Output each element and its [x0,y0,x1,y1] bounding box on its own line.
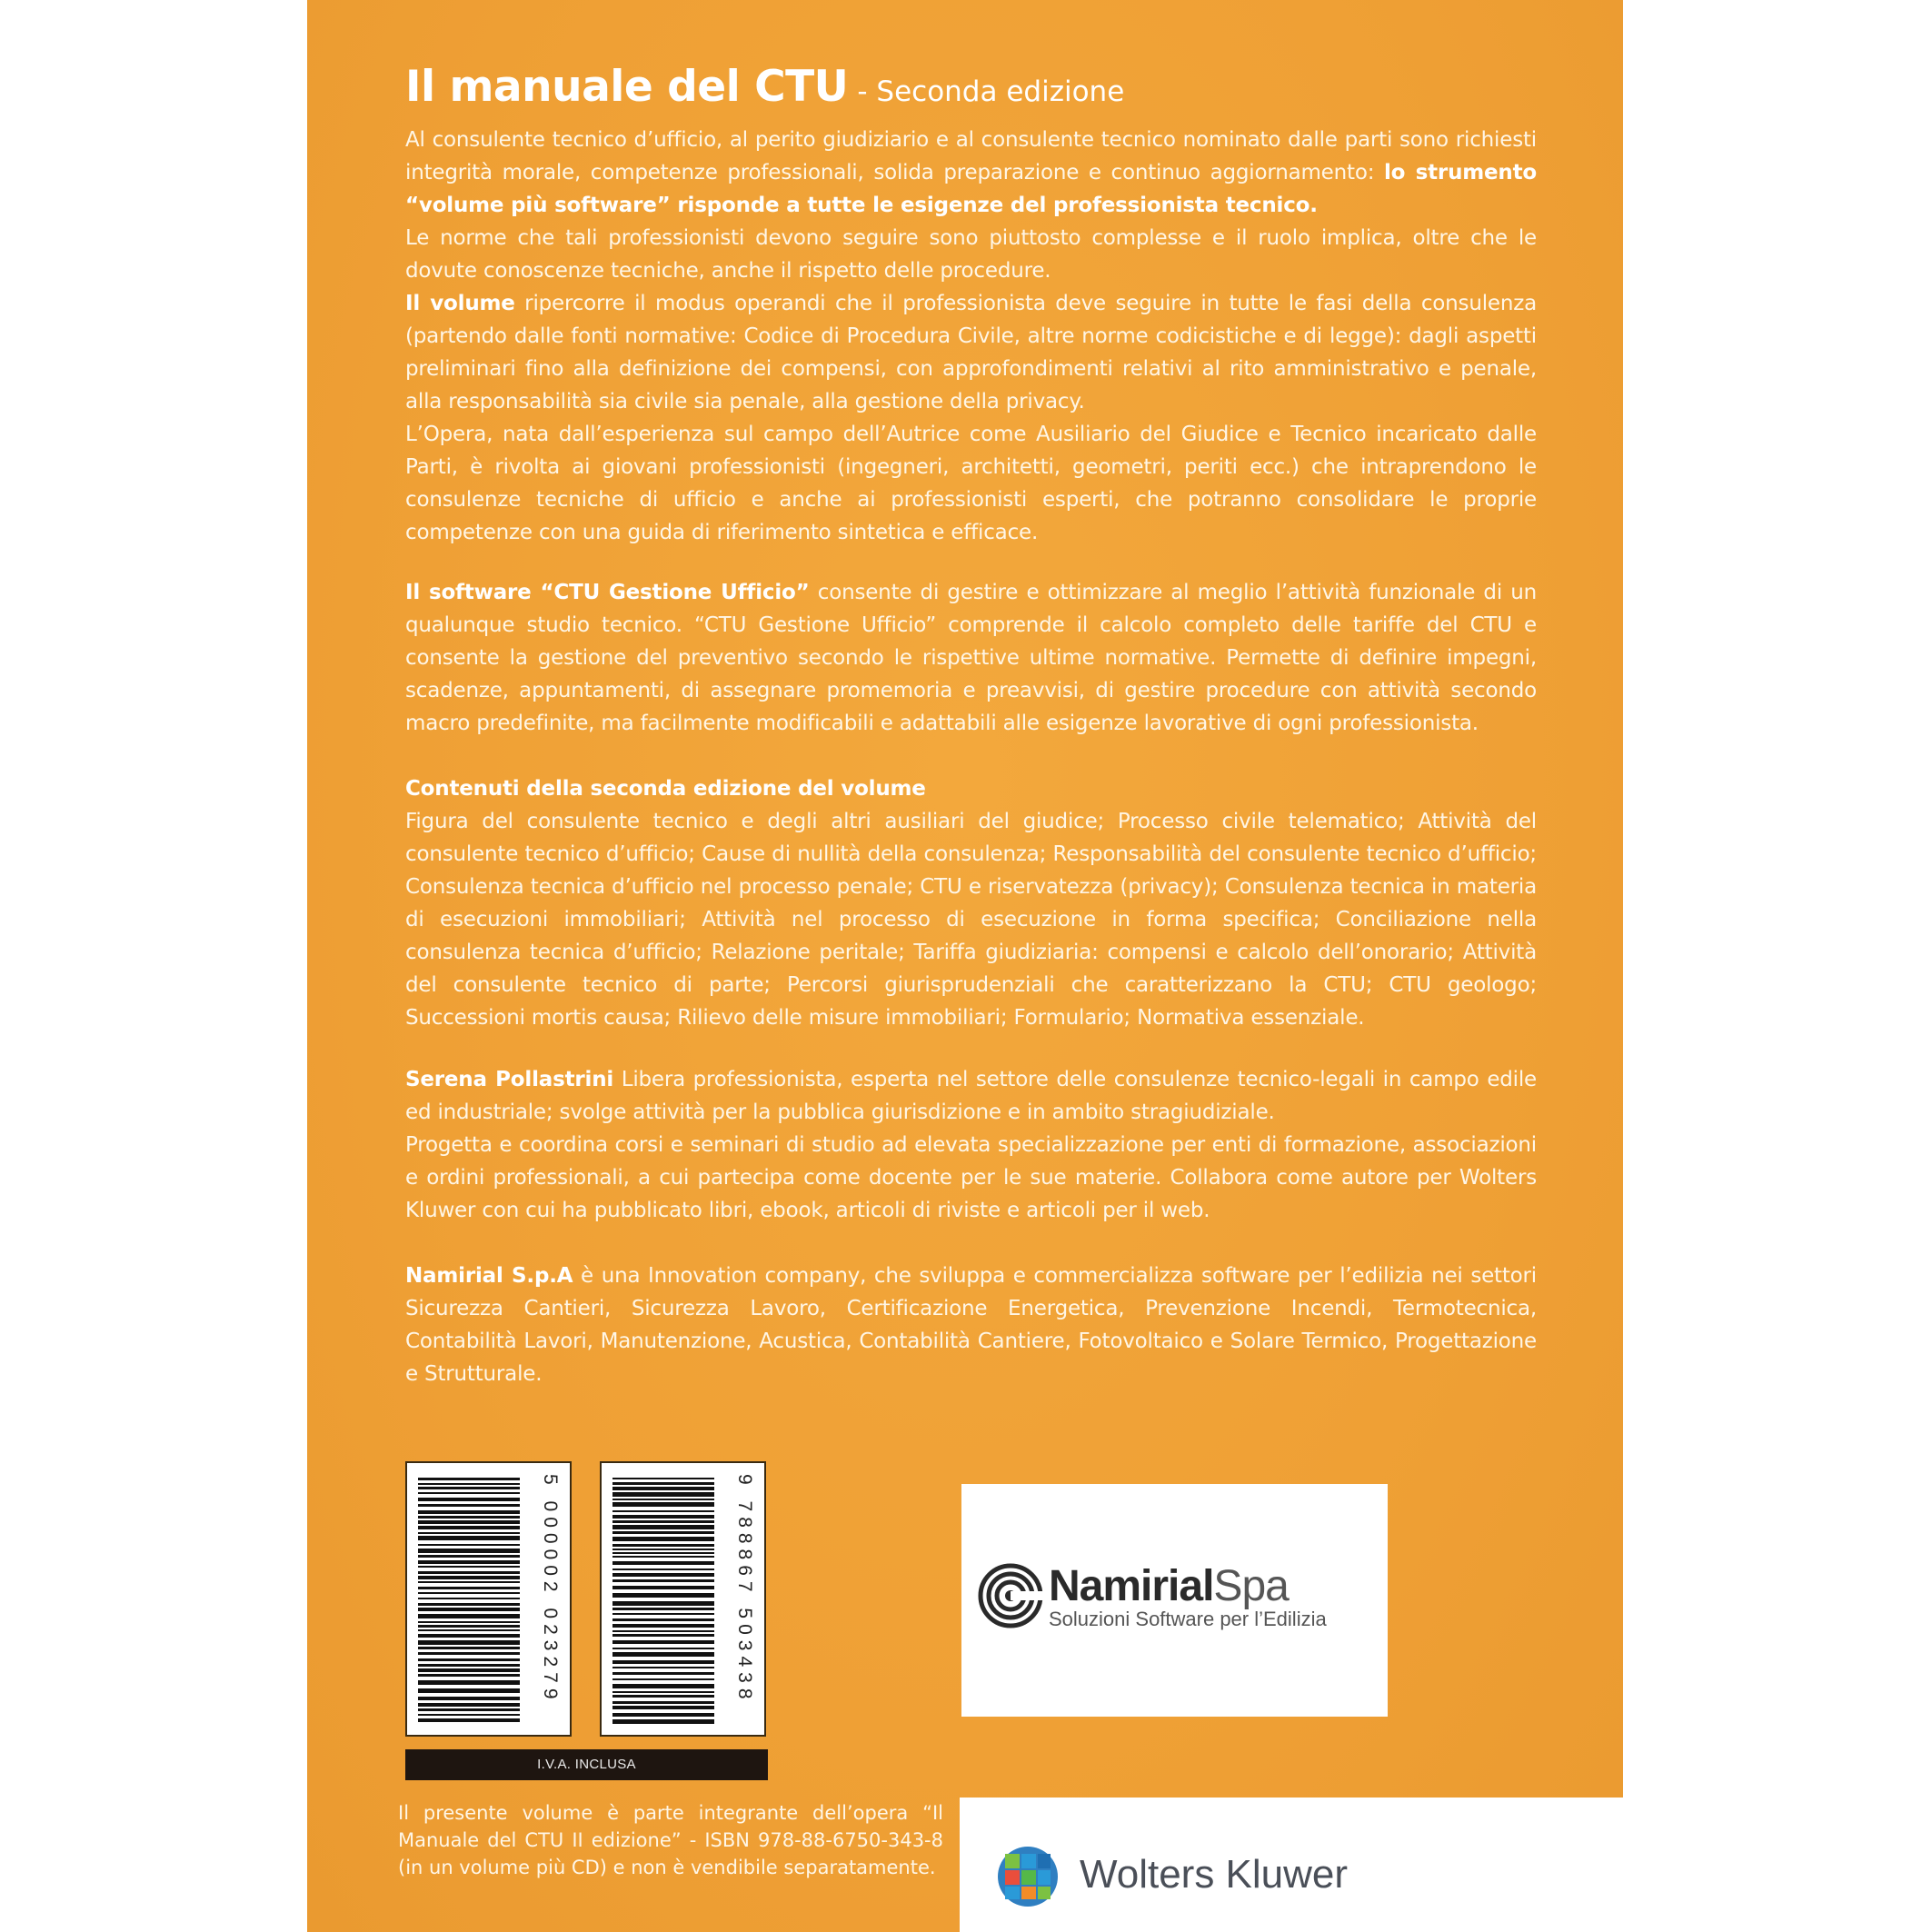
author-name: Serena Pollastrini [405,1068,614,1091]
namirial-tagline: Soluzioni Software per l’Edilizia [1049,1608,1327,1630]
contents-section [405,772,1537,1034]
barcode-right-digits: 9 788867 503438 [734,1474,755,1705]
author-bio: Progetta e coordina corsi e seminari di studio ad elevata specializzazione per enti di formazione, associazioni e ordini professionali, a cui partecipa come docente per le sue materie. Collabora come autore per Wolters Kluwer con cui ha pubblicato libri, ebook, articoli di riviste e articoli per il web. [405,1133,1537,1222]
isbn-note: Il presente volume è parte integrante dell’opera “Il Manuale del CTU II edizione” - ISBN 978-88-6750-343-8 (in un volume più CD) e non è vendibile separatamente. [398,1802,943,1878]
wolters-kluwer-globe-icon [996,1845,1060,1908]
contents-list: Figura del consulente tecnico e degli altri ausiliari del giudice; Processo civile telematico; Attività del consulente tecnico d’ufficio; Cause di nullità della consulenza; Responsabilità del consulente tecnico d’ufficio; Consulenza tecnica d’ufficio nel processo penale; CTU e riservatezza (privacy); Consulenza tecnica in materia di esecuzioni immobiliari; Attività nel processo di esecuzione in forma specifica; Conciliazione nella consulenza tecnica d’ufficio; Relazione peritale; Tariffa giudiziaria: compensi e calcolo dell’onorario; Attività del consulente tecnico di parte; Percorsi giurisprudenziali che caratterizzano la CTU; CTU geologo; Successioni mortis causa; Rilievo delle misure immobiliari; Formulario; Normativa essenziale. [405,810,1537,1030]
namirial-spiral-icon [978,1563,1043,1628]
software-name: Il software “CTU Gestione Ufficio” [405,581,810,604]
barcode-left [405,1461,572,1737]
title-subtitle: - Seconda edizione [857,75,1125,108]
namirial-section: Namirial S.p.A è una Innovation company, che sviluppa e commercializza software per l’edilizia nei settori Sicurezza Cantieri, Sicurezza Lavoro, Certificazione Energetica, Prevenzione Incendi, Termotecnica, Contabilità Lavori, Manutenzione, Acustica, Contabilità Cantiere, Fotovoltaico e Solare Termico, Progettazione e Strutturale. [405,1264,1538,1386]
software-section: Il software “CTU Gestione Ufficio” consente di gestire e ottimizzare al meglio l’attività funzionale di un qualunque studio tecnico. “CTU Gestione Ufficio” comprende il calcolo completo delle tariffe del CTU e consente la gestione del preventivo secondo le rispettive ultime normative. Permette di definire impegni, scadenze, appuntamenti, di assegnare promemoria e preavvisi, di gestire procedure con attività secondo macro predefinite, ma facilmente modificabili e adattabili alle esigenze lavorative di ogni professionista. [405,581,1537,735]
author-section: Serena Pollastrini Libera professionista, esperta nel settore delle consulenze tecnico-legali in campo edile ed industriale; svolge attività per la pubblica giurisdizione e in ambito stragiudiziale. Progetta e coordina corsi e seminari di studio ad elevata specializzazione per enti di formazione, associazioni e ordini professionali, a cui partecipa come docente per le sue materie. Collabora come autore per Wolters Kluwer con cui ha pubblicato libri, ebook, articoli di riviste e articoli per il web. [405,1063,1537,1227]
title-main: Il manuale del CTU [405,62,849,112]
intro-paragraph-2: Le norme che tali professionisti devono seguire sono piuttosto complesse e il ruolo implica, oltre che le dovute conoscenze tecniche, anche il rispetto delle procedure. [405,226,1537,283]
price-label: I.V.A. INCLUSA [405,1749,768,1780]
barcode-right [600,1461,766,1737]
back-cover [307,0,1623,1932]
contents-heading: Contenuti della seconda edizione del volume [405,777,926,801]
intro-paragraph-4: L’Opera, nata dall’esperienza sul campo dell’Autrice come Ausiliario del Giudice e Tecnico incaricato dalle Parti, è rivolta ai giovani professionisti (ingegneri, architetti, geometri, periti ecc.) che intraprendono le consulenze tecniche di ufficio e anche ai professionisti esperti, che potranno consolidare le proprie competenze con una guida di riferimento sintetica e efficace. [405,423,1537,544]
intro-highlight: lo strumento “volume più software” risponde a tutte le esigenze del professionista tecnico. [405,161,1537,217]
intro-paragraph-1: Al consulente tecnico d’ufficio, al perito giudiziario e al consulente tecnico nominato dalle parti sono richiesti integrità morale, competenze professionali, solida preparazione e continuo aggiornamento: lo strumento “volume più software” risponde a tutte le esigenze del professionista tecnico. [405,128,1537,217]
intro-section [405,124,1537,549]
intro-paragraph-3: Il volume ripercorre il modus operandi che il professionista deve seguire in tutte le fasi della consulenza (partendo dalle fonti normative: Codice di Procedura Civile, altre norme codicistiche e di legge): dagli aspetti preliminari fino alla definizione dei compensi, con approfondimenti relativi al rito amministrativo e penale, alla responsabilità sia civile sia penale, alla gestione della privacy. [405,292,1537,413]
publisher-logo [960,1798,1623,1932]
namirial-logo [961,1484,1388,1717]
barcode-left-digits: 5 000002 023279 [540,1474,561,1705]
book-title [405,62,1124,112]
publisher-name: Wolters Kluwer [1080,1852,1349,1897]
namirial-company-name: Namirial S.p.A [405,1264,573,1288]
namirial-wordmark: NamirialSpa [1049,1562,1289,1610]
